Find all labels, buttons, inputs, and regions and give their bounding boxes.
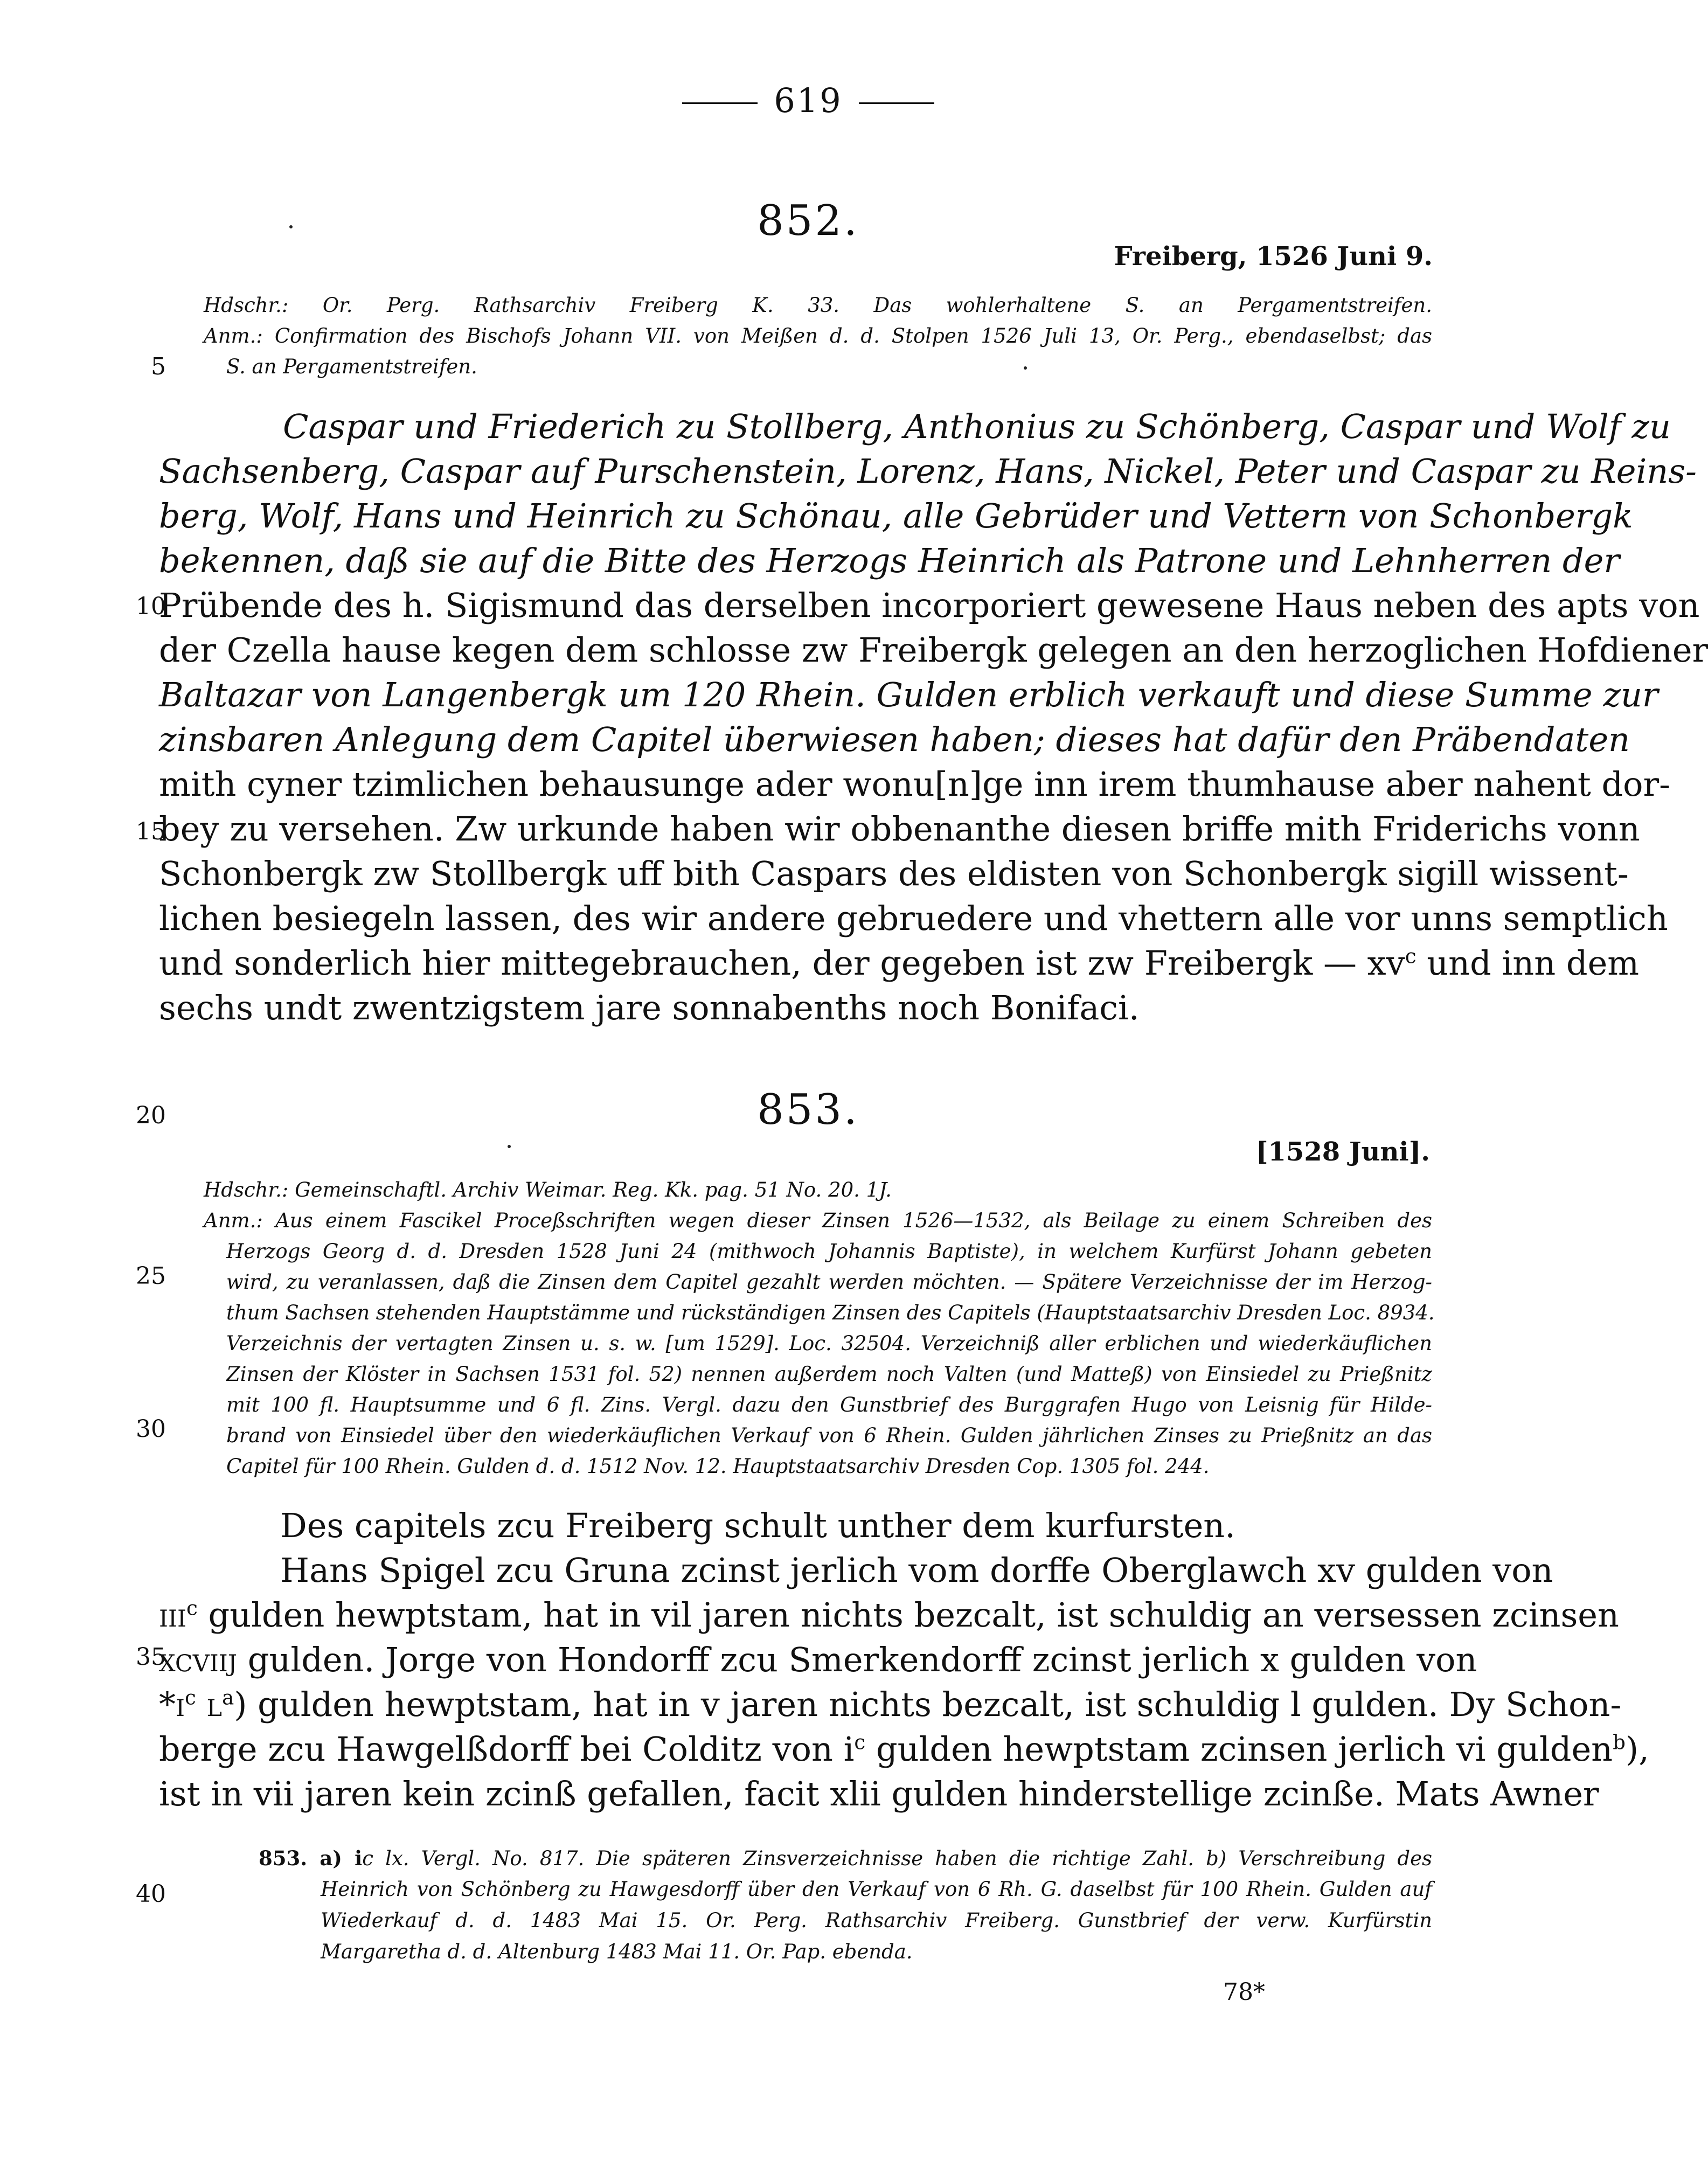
footnote-line: Heinrich von Schönberg zu Hawgesdorff über den Verkauf von 6 Rh. G. daselbst für 100 Rhein. Gulden auf: [321, 1878, 1432, 1901]
page-number: 619: [636, 81, 981, 120]
line-number: 10: [136, 593, 166, 620]
scan-speck: [289, 225, 293, 228]
body-line: der Czella hause kegen dem schlosse zw Freibergk gelegen an den herzoglichen Hofdiener: [159, 630, 1708, 670]
note-853-line: mit 100 fl. Hauptsumme und 6 fl. Zins. Vergl. dazu den Gunstbrief des Burggrafen Hugo von Leisnig für Hilde-: [226, 1393, 1432, 1416]
body-line-text: und sonderlich hier mittegebrauchen, der gegeben ist zw Freibergk — xv: [159, 943, 1405, 983]
body-line: [159, 1637, 1477, 1683]
body-line: Schonbergk zw Stollbergk uff bith Caspars des eldisten von Schonbergk sigill wissent-: [159, 854, 1629, 893]
note-853-line: Anm.: Aus einem Fascikel Proceßschriften wegen dieser Zinsen 1526—1532, als Beilage zu einem Schreiben des: [204, 1209, 1432, 1232]
superscript: c: [186, 1596, 198, 1620]
footnote-ref-b: b: [1613, 1730, 1626, 1754]
body-line: bekennen, daß sie auf die Bitte des Herzogs Heinrich als Patrone und Lehnherren der: [159, 541, 1620, 580]
line-number: 20: [136, 1102, 166, 1129]
note-853-line: Capitel für 100 Rhein. Gulden d. d. 1512 Nov. 12. Hauptstaatsarchiv Dresden Cop. 1305 fol. 244.: [226, 1455, 1210, 1478]
note-853-line: thum Sachsen stehenden Hauptstämme und rückständigen Zinsen des Capitels (Hauptstaatsarchiv Dresden Loc. 8934.: [226, 1301, 1435, 1324]
footnote-ref-a: a: [222, 1685, 234, 1710]
place-date-852: Freiberg, 1526 Juni 9.: [1114, 241, 1433, 272]
body-line: [159, 1593, 1619, 1638]
body-line: berg, Wolf, Hans und Heinrich zu Schönau, alle Gebrüder und Vettern von Schonbergk: [159, 496, 1633, 536]
body-line: [159, 941, 1640, 986]
note-852-line-3: S. an Pergamentstreifen.: [226, 355, 477, 378]
body-line: Sachsenberg, Caspar auf Purschenstein, Lorenz, Hans, Nickel, Peter und Caspar zu Reins-: [159, 451, 1697, 491]
superscript: c: [1405, 944, 1417, 968]
body-line: [159, 1682, 1622, 1727]
roman-numeral: l: [196, 1685, 223, 1724]
body-line: Caspar und Friederich zu Stollberg, Anthonius zu Schönberg, Caspar und Wolf zu: [283, 407, 1671, 446]
place-date-853: [1528 Juni].: [1255, 1137, 1430, 1167]
body-line-text: ) gulden hewptstam, hat in v jaren nichts bezcalt, ist schuldig l gulden. Dy Schon-: [234, 1685, 1622, 1724]
body-line: Prübende des h. Sigismund das derselben incorporiert gewesene Haus neben des apts von: [159, 586, 1700, 625]
body-line-text: gulden hewptstam, hat in vil jaren nichts bezcalt, ist schuldig an versessen zcinsen: [208, 1595, 1619, 1635]
sheet-signature: 78*: [1223, 1978, 1265, 2006]
roman-numeral: xcviij: [159, 1640, 238, 1679]
line-number: 25: [136, 1262, 166, 1290]
line-number: 5: [151, 353, 166, 380]
body-line-text: ),: [1625, 1729, 1649, 1769]
roman-numeral: iii: [159, 1595, 186, 1635]
footnote-text: c lx. Vergl. No. 817. Die späteren Zinsverzeichnisse haben die richtige Zahl. b) Verschreibung des: [362, 1847, 1432, 1870]
scan-speck: [1024, 366, 1027, 370]
body-line: Hans Spigel zcu Gruna zcinst jerlich vom dorffe Oberglawch xv gulden von: [280, 1551, 1553, 1590]
body-line-tail: und inn dem: [1416, 943, 1640, 983]
note-853-line: Hdschr.: Gemeinschaftl. Archiv Weimar. Reg. Kk. pag. 51 No. 20. 1J.: [204, 1178, 892, 1201]
note-852-line-1: Hdschr.: Or. Perg. Rathsarchiv Freiberg K. 33. Das wohlerhaltene S. an Pergamentstreifen.: [204, 294, 1432, 317]
document-number-853: 853.: [757, 1086, 859, 1134]
note-853-line: brand von Einsiedel über den wiederkäuflichen Verkauf von 6 Rhein. Gulden jährlichen Zinses zu Prießnitz an das: [226, 1424, 1432, 1447]
body-line-text: gulden hewptstam zcinsen jerlich vi gulden: [865, 1729, 1613, 1769]
scan-speck: [508, 1145, 511, 1148]
body-line: sechs undt zwentzigstem jare sonnabenths noch Bonifaci.: [159, 988, 1140, 1027]
note-853-line: Zinsen der Klöster in Sachsen 1531 fol. 52) nennen außerdem noch Valten (und Matteß) von Einsiedel zu Prießnitz: [226, 1363, 1432, 1386]
note-853-line: wird, zu veranlassen, daß die Zinsen dem Capitel gezahlt werden möchten. — Spätere Verzeichnisse der im Herzog-: [226, 1270, 1432, 1294]
body-line: mith cyner tzimlichen behausunge ader wonu[n]ge inn irem thumhause aber nahent dor-: [159, 765, 1671, 804]
line-number: 15: [136, 818, 166, 845]
body-line: zinsbaren Anlegung dem Capitel überwiesen haben; dieses hat dafür den Präbendaten: [159, 720, 1630, 759]
superscript: c: [185, 1685, 196, 1710]
body-line-text: gulden. Jorge von Hondorff zcu Smerkendorff zcinst jerlich x gulden von: [247, 1640, 1477, 1679]
footnote-line: [259, 1843, 1432, 1874]
body-line: lichen besiegeln lassen, des wir andere gebruedere und vhettern alle vor unns semptlich: [159, 899, 1668, 938]
footnote-line: Wiederkauf d. d. 1483 Mai 15. Or. Perg. Rathsarchiv Freiberg. Gunstbrief der verw. Kurfürstin: [321, 1909, 1432, 1932]
body-line: [159, 1727, 1649, 1772]
body-line: Baltazar von Langenbergk um 120 Rhein. Gulden erblich verkauft und diese Summe zur: [159, 675, 1658, 714]
line-number: 40: [136, 1880, 166, 1908]
body-heading: Des capitels zcu Freiberg schult unther dem kurfursten.: [280, 1506, 1235, 1545]
note-853-line: Herzogs Georg d. d. Dresden 1528 Juni 24 (mithwoch Johannis Baptiste), in welchem Kurfürst Johann gebeten: [226, 1240, 1432, 1263]
body-line-text: berge zcu Hawgelßdorff bei Colditz von i: [159, 1729, 855, 1769]
superscript: c: [854, 1730, 866, 1754]
line-number: 30: [136, 1415, 166, 1443]
document-number-852: 852.: [757, 197, 859, 245]
note-852-line-2: Anm.: Confirmation des Bischofs Johann VII. von Meißen d. d. Stolpen 1526 Juli 13, Or. Perg., ebendaselbst; das: [204, 324, 1432, 348]
roman-numeral: *i: [159, 1685, 185, 1724]
line-number: 35: [136, 1643, 166, 1671]
body-line: bey zu versehen. Zw urkunde haben wir obbenanthe diesen briffe mith Friderichs vonn: [159, 809, 1640, 849]
body-line: ist in vii jaren kein zcinß gefallen, facit xlii gulden hinderstellige zcinße. Mats Awner: [159, 1774, 1599, 1813]
footnote-label: 853. a) i: [259, 1846, 363, 1870]
note-853-line: Verzeichnis der vertagten Zinsen u. s. w. [um 1529]. Loc. 32504. Verzeichniß aller erblichen und wiederkäuflichen: [226, 1332, 1432, 1355]
footnote-line: Margaretha d. d. Altenburg 1483 Mai 11. Or. Pap. ebenda.: [321, 1940, 913, 1963]
